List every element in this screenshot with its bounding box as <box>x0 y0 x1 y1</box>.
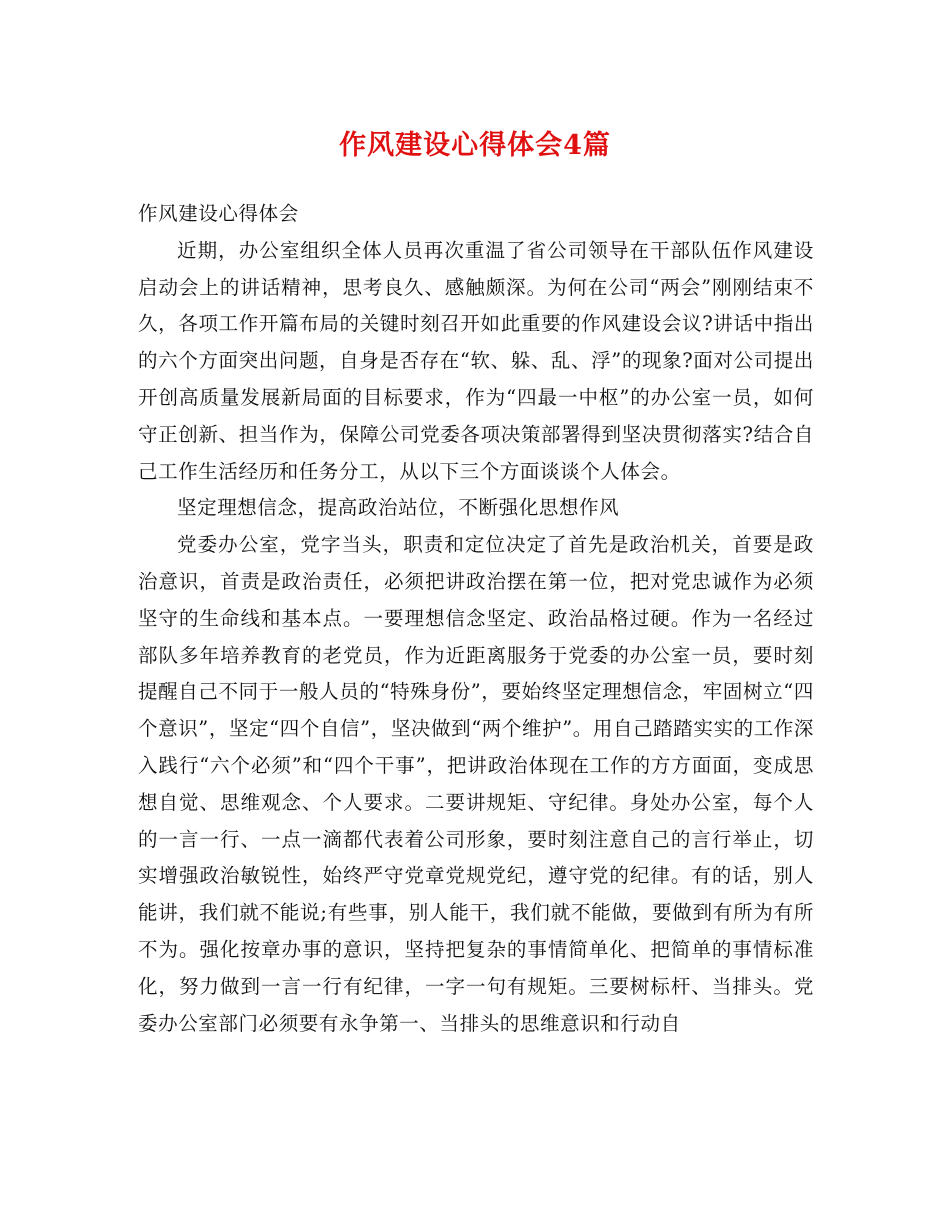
document-title: 作风建设心得体会4篇 <box>339 130 611 161</box>
paragraph-intro: 近期，办公室组织全体人员再次重温了省公司领导在干部队伍作风建设启动会上的讲话精神，思考良久、感触颇深。为何在公司“两会”刚刚结束不久，各项工作开篇布局的关键时刻召开如此重要的作风建设会议?讲话中指出的六个方面突出问题，自身是否存在“软、躲、乱、浮”的现象?面对公司提出开创高质量发展新局面的目标要求，作为“四最一中枢”的办公室一员，如何守正创新、担当作为，保障公司党委各项决策部署得到坚决贯彻落实?结合自己工作生活经历和任务分工，从以下三个方面谈谈个人体会。 <box>138 238 814 483</box>
paragraph-body: 党委办公室，党字当头，职责和定位决定了首先是政治机关，首要是政治意识，首责是政治责任，必须把讲政治摆在第一位，把对党忠诚作为必须坚守的生命线和基本点。一要理想信念坚定、政治品格过硬。作为一名经过部队多年培养教育的老党员，作为近距离服务于党委的办公室一员，要时刻提醒自己不同于一般人员的“特殊身份”，要始终坚定理想信念，牢固树立“四个意识”，坚定“四个自信”，坚决做到“两个维护”。用自己踏踏实实的工作深入践行“六个必须”和“四个干事”，把讲政治体现在工作的方方面面，变成思想自觉、思维观念、个人要求。二要讲规矩、守纪律。身处办公室，每个人的一言一行、一点一滴都代表着公司形象，要时刻注意自己的言行举止，切实增强政治敏锐性，始终严守党章党规党纪，遵守党的纪律。有的话，别人能讲，我们就不能说;有些事，别人能干，我们就不能做，要做到有所为有所不为。强化按章办事的意识，坚持把复杂的事情简单化、把简单的事情标准化，努力做到一言一行有纪律，一字一句有规矩。三要树标杆、当排头。党委办公室部门必须要有永争第一、当排头的思维意识和行动自 <box>138 533 814 1035</box>
document-body <box>138 196 814 1042</box>
section-subtitle: 作风建设心得体会 <box>138 202 299 225</box>
section-heading: 坚定理想信念，提高政治站位，不断强化思想作风 <box>177 496 620 520</box>
